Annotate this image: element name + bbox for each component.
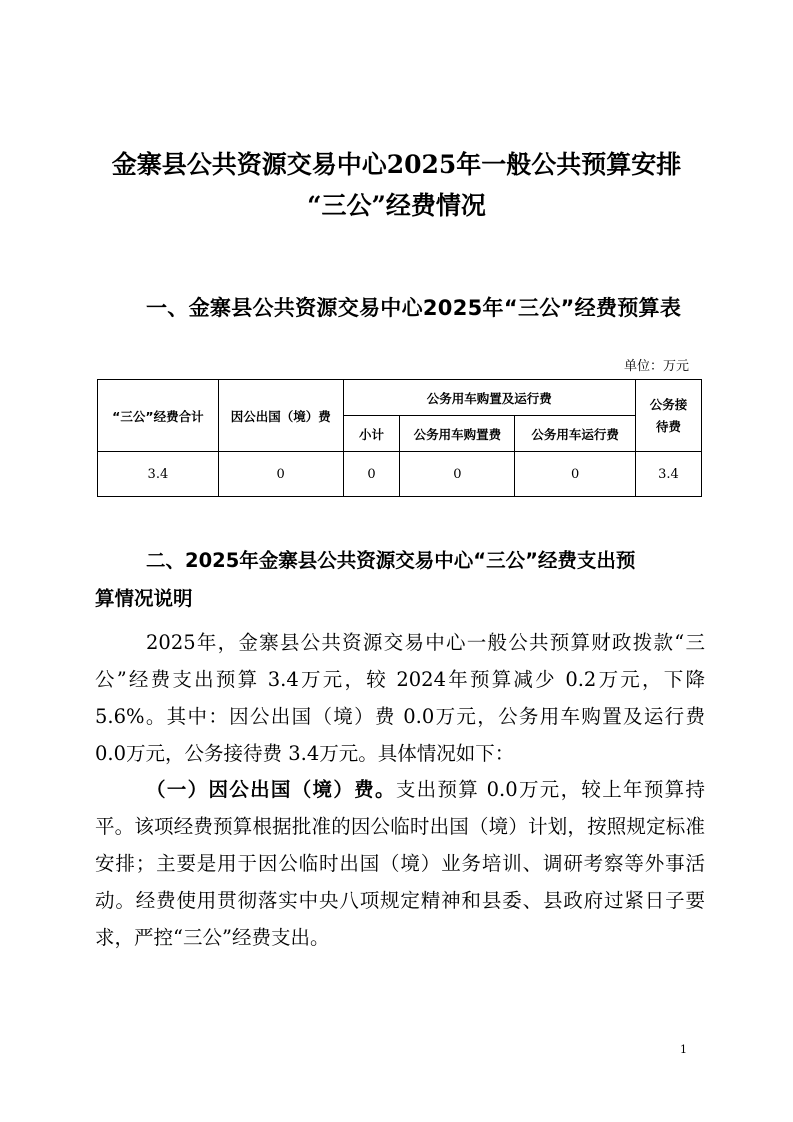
value-subtotal: 0 [343,452,400,497]
value-total: 3.4 [98,452,219,497]
paragraph-abroad-body: 支出预算 0.0万元，较上年预算持平。该项经费预算根据批准的因公临时出国（境）计划，按照规定标准安排；主要是用于因公临时出国（境）业务培训、调研考察等外事活动。经费使用贯彻落实中央八项规定精神和县委、县政府过紧日子要求，严控“三公”经费支出。 [95,778,705,949]
table-row [98,452,702,497]
unit-label: 单位：万元 [623,359,689,374]
section2-heading-line2: 算情况说明 [95,587,193,610]
value-vehicle-operation: 0 [515,452,636,497]
value-abroad: 0 [218,452,343,497]
header-reception [636,380,702,452]
header-total: “三公”经费合计 [98,380,219,452]
document-title-line1: 金寨县公共资源交易中心2025年一般公共预算安排 [111,150,682,179]
value-reception: 3.4 [636,452,702,497]
document-title-line2: “三公”经费情况 [307,191,486,220]
header-subtotal: 小计 [343,416,400,452]
section2-heading [95,542,701,618]
header-vehicle-group: 公务用车购置及运行费 [343,380,635,416]
section2-heading-line1: 二、2025年金寨县公共资源交易中心“三公”经费支出预 [146,549,636,572]
paragraph-abroad [95,771,705,956]
section1-heading: 一、金寨县公共资源交易中心2025年“三公”经费预算表 [146,296,682,320]
header-abroad: 因公出国（境）费 [218,380,343,452]
budget-table [97,379,702,497]
paragraph-abroad-lead: （一）因公出国（境）费。 [146,778,396,801]
header-reception-text: 公务接待费 [649,396,688,434]
value-vehicle-purchase: 0 [400,452,515,497]
header-vehicle-purchase: 公务用车购置费 [400,416,515,452]
header-vehicle-operation: 公务用车运行费 [515,416,636,452]
table-header-row [98,380,702,416]
page-number: 1 [680,1043,687,1056]
paragraph-summary: 2025年，金寨县公共资源交易中心一般公共预算财政拨款“三公”经费支出预算 3.4万元，较 2024年预算减少 0.2万元，下降 5.6%。其中：因公出国（境）费 0.0万元，公务用车购置及运行费 0.0万元，公务接待费 3.4万元。具体情况如下： [95,631,705,765]
